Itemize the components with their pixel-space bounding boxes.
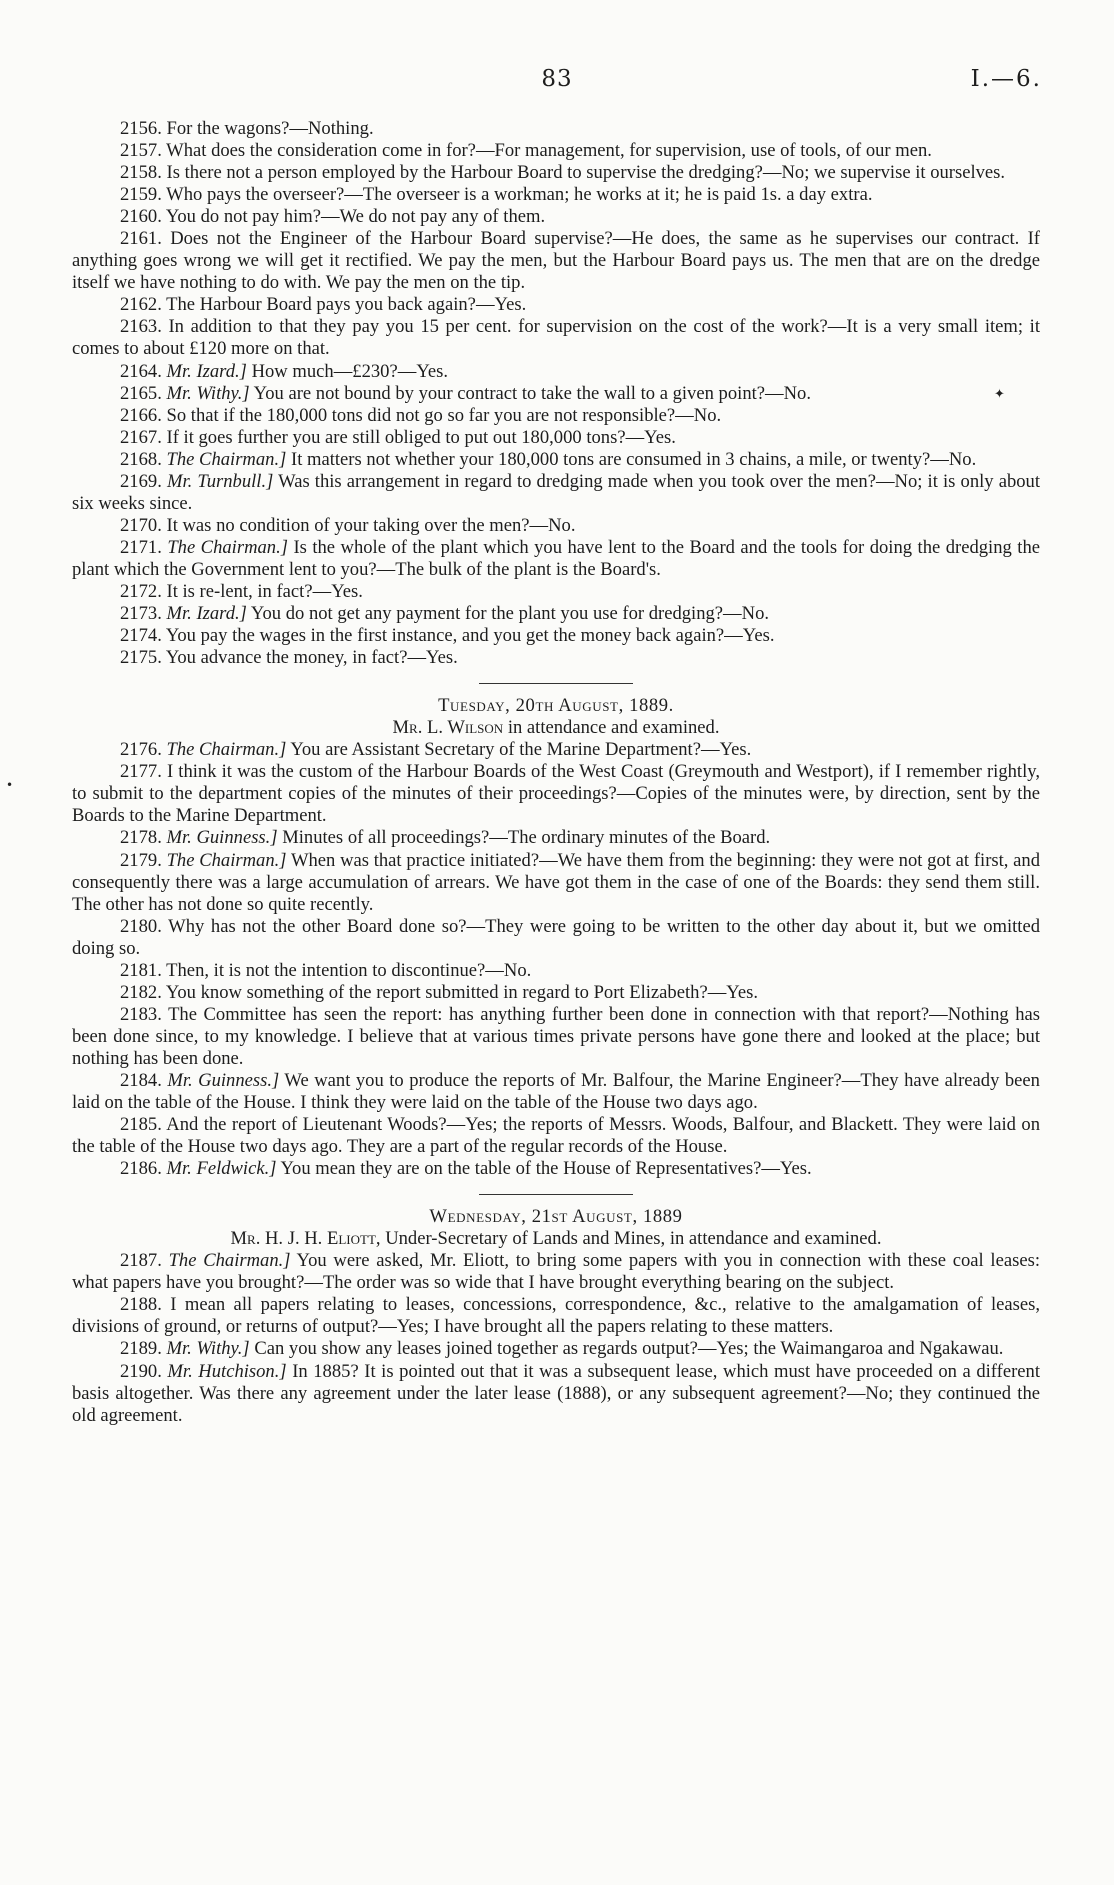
question-text: Then, it is not the intention to discontinue?—No. bbox=[166, 959, 532, 981]
question-text: You were asked, Mr. Eliott, to bring some papers with you in connection with these coal leases: what papers have you brought?—The order was so wide that I have brought everything bearing on the subject. bbox=[72, 1250, 1040, 1294]
witness-intro bbox=[72, 717, 1040, 739]
question-paragraph bbox=[72, 625, 1040, 647]
section-date: Wednesday, 21st August, 1889 bbox=[429, 1206, 683, 1228]
question-paragraph bbox=[72, 603, 1040, 625]
question-text: You do not get any payment for the plant you use for dredging?—No. bbox=[250, 603, 770, 625]
question-paragraph bbox=[72, 383, 1040, 405]
witness-intro-text: in attendance and examined. bbox=[507, 717, 720, 739]
question-number: 2190. bbox=[120, 1360, 162, 1382]
question-paragraph bbox=[72, 1070, 1040, 1114]
section-date: Tuesday, 20th August, 1889. bbox=[438, 695, 674, 717]
margin-mark: ✦ bbox=[994, 387, 1005, 402]
question-text: You pay the wages in the first instance, and you get the money back again?—Yes. bbox=[165, 625, 775, 647]
question-number: 2181. bbox=[120, 959, 162, 981]
question-paragraph bbox=[72, 1338, 1040, 1360]
question-text: It was no condition of your taking over the men?—No. bbox=[166, 514, 576, 536]
speaker: The Chairman.] bbox=[166, 448, 287, 470]
question-paragraph bbox=[72, 581, 1040, 603]
question-text: I think it was the custom of the Harbour Boards of the West Coast (Greymouth and Westport), if I remember rightly, to submit to the department copies of the minutes of their proceedings?—Copies of the minutes were, by direction, sent by the Boards to the Marine Department. bbox=[72, 761, 1040, 827]
question-paragraph bbox=[72, 1004, 1040, 1070]
question-text: It is re-lent, in fact?—Yes. bbox=[166, 580, 363, 602]
section-divider bbox=[479, 1194, 633, 1195]
speaker: Mr. Withy.] bbox=[166, 382, 250, 404]
question-number: 2189. bbox=[120, 1338, 162, 1360]
question-text: We want you to produce the reports of Mr. Balfour, the Marine Engineer?—They have already been laid on the table of the House. I think they were laid on the table of the House two days ago. bbox=[72, 1069, 1040, 1114]
question-paragraph bbox=[72, 184, 1040, 206]
question-paragraph bbox=[72, 316, 1040, 360]
question-paragraph bbox=[72, 1361, 1040, 1427]
question-number: 2174. bbox=[120, 625, 162, 647]
question-paragraph bbox=[72, 916, 1040, 960]
question-paragraph bbox=[72, 739, 1040, 761]
speaker: The Chairman.] bbox=[166, 849, 287, 871]
question-text: Does not the Engineer of the Harbour Board supervise?—He does, the same as he supervises our contract. If anything goes wrong we will get it rectified. We pay the men, but the Harbour Board pays us. The men that are on the dredge itself we have nothing to do with. We pay the men on the tip. bbox=[72, 228, 1040, 294]
speaker: The Chairman.] bbox=[167, 536, 288, 558]
question-number: 2161. bbox=[120, 228, 162, 250]
question-text: Minutes of all proceedings?—The ordinary minutes of the Board. bbox=[282, 827, 771, 849]
question-text: The Committee has seen the report: has anything further been done in connection with that report?—Nothing has been done since, to my knowledge. I believe that at various times private persons have gone there and looked at the place; but nothing has been done. bbox=[72, 1003, 1041, 1069]
question-number: 2187. bbox=[120, 1250, 162, 1272]
question-text: And the report of Lieutenant Woods?—Yes; the reports of Messrs. Woods, Balfour, and Blackett. They were laid on the table of the House two days ago. They are a part of the regular records of the House. bbox=[72, 1114, 1041, 1158]
speaker: The Chairman.] bbox=[166, 739, 287, 761]
question-number: 2185. bbox=[120, 1114, 162, 1136]
question-text: You mean they are on the table of the House of Representatives?—Yes. bbox=[280, 1158, 812, 1180]
section-divider bbox=[479, 683, 633, 684]
question-text: You are Assistant Secretary of the Marine Department?—Yes. bbox=[290, 739, 752, 761]
question-text: In addition to that they pay you 15 per cent. for supervision on the cost of the work?—It is a very small item; it comes to about £120 more on that. bbox=[72, 316, 1040, 360]
question-number: 2156. bbox=[120, 118, 162, 139]
question-number: 2164. bbox=[120, 360, 162, 382]
question-text: Can you show any leases joined together as regards output?—Yes; the Waimangaroa and Ngakawau. bbox=[254, 1338, 1004, 1360]
question-paragraph bbox=[72, 827, 1040, 849]
speaker: Mr. Withy.] bbox=[166, 1338, 250, 1360]
speaker: Mr. Izard.] bbox=[166, 603, 247, 625]
question-number: 2183. bbox=[120, 1003, 162, 1025]
question-text: I mean all papers relating to leases, concessions, correspondence, &c., relative to the amalgamation of leases, divisions of ground, or returns of output?—Yes; I have brought all the papers relating to these matters. bbox=[72, 1294, 1040, 1338]
question-paragraph bbox=[72, 228, 1040, 294]
question-text: The Harbour Board pays you back again?—Yes. bbox=[166, 294, 527, 316]
question-paragraph bbox=[72, 449, 1040, 471]
question-number: 2162. bbox=[120, 294, 162, 316]
question-number: 2182. bbox=[120, 981, 162, 1003]
question-number: 2176. bbox=[120, 739, 162, 761]
question-number: 2165. bbox=[120, 382, 162, 404]
question-number: 2158. bbox=[120, 162, 162, 184]
question-number: 2169. bbox=[120, 470, 162, 492]
question-number: 2167. bbox=[120, 426, 162, 448]
question-text: You do not pay him?—We do not pay any of them. bbox=[165, 206, 546, 228]
question-number: 2170. bbox=[120, 514, 162, 536]
question-text: It matters not whether your 180,000 tons are consumed in 3 chains, a mile, or twenty?—No. bbox=[291, 448, 977, 470]
question-paragraph bbox=[72, 206, 1040, 228]
question-paragraph bbox=[72, 427, 1040, 449]
question-text: Was this arrangement in regard to dredging made when you took over the men?—No; it is only about six weeks since. bbox=[72, 470, 1041, 514]
question-paragraph bbox=[72, 761, 1040, 827]
question-text: Why has not the other Board done so?—They were going to be written to the other day about it, but we omitted doing so. bbox=[72, 915, 1040, 959]
question-number: 2188. bbox=[120, 1294, 162, 1316]
question-paragraph bbox=[72, 1294, 1040, 1338]
speaker: The Chairman.] bbox=[168, 1250, 291, 1272]
question-number: 2160. bbox=[120, 206, 162, 228]
question-paragraph bbox=[72, 118, 1040, 140]
question-paragraph bbox=[72, 537, 1040, 581]
witness-intro-text: Under-Secretary of Lands and Mines, in attendance and examined. bbox=[385, 1228, 882, 1250]
question-paragraph bbox=[72, 294, 1040, 316]
speaker: Mr. Guinness.] bbox=[166, 827, 278, 849]
question-number: 2173. bbox=[120, 603, 162, 625]
question-paragraph bbox=[72, 1250, 1040, 1294]
question-number: 2166. bbox=[120, 404, 162, 426]
question-text: When was that practice initiated?—We have them from the beginning: they were not got at first, and consequently there was a large accumulation of arrears. We have got them in the case of one of the Boards: they send them still. The other has not done so quite recently. bbox=[72, 849, 1041, 915]
question-paragraph bbox=[72, 960, 1040, 982]
question-number: 2177. bbox=[120, 761, 162, 783]
question-number: 2171. bbox=[120, 536, 162, 558]
evidence-block-1 bbox=[72, 118, 1040, 669]
question-paragraph bbox=[72, 140, 1040, 162]
question-number: 2163. bbox=[120, 316, 162, 338]
question-paragraph bbox=[72, 471, 1040, 515]
question-number: 2168. bbox=[120, 448, 162, 470]
question-number: 2157. bbox=[120, 140, 162, 162]
evidence-block-3 bbox=[72, 1250, 1040, 1426]
question-text: So that if the 180,000 tons did not go so far you are not responsible?—No. bbox=[166, 404, 722, 426]
question-text: What does the consideration come in for?—For management, for supervision, use of tools, of our men. bbox=[166, 140, 932, 162]
page-number: 83 bbox=[541, 66, 573, 92]
question-text: How much—£230?—Yes. bbox=[251, 360, 449, 382]
question-text: For the wagons?—Nothing. bbox=[166, 118, 374, 139]
question-text: You know something of the report submitted in regard to Port Elizabeth?—Yes. bbox=[165, 981, 758, 1003]
question-number: 2172. bbox=[120, 580, 162, 602]
question-text: Is the whole of the plant which you have lent to the Board and the tools for doing the dredging the plant which the Government lent to you?—The bulk of the plant is the Board's. bbox=[72, 536, 1040, 580]
witness-name: Mr. H. J. H. Eliott, bbox=[230, 1228, 381, 1250]
speaker: Mr. Izard.] bbox=[166, 360, 247, 382]
document-reference: I.—6. bbox=[970, 66, 1042, 92]
question-text: Who pays the overseer?—The overseer is a workman; he works at it; he is paid 1s. a day extra. bbox=[166, 184, 873, 206]
evidence-block-2 bbox=[72, 739, 1040, 1180]
question-number: 2179. bbox=[120, 849, 162, 871]
speaker: Mr. Turnbull.] bbox=[166, 470, 274, 492]
question-paragraph bbox=[72, 1114, 1040, 1158]
page-body bbox=[72, 118, 1040, 1427]
question-paragraph bbox=[72, 850, 1040, 916]
question-text: Is there not a person employed by the Harbour Board to supervise the dredging?—No; we supervise it ourselves. bbox=[166, 162, 1006, 184]
question-paragraph bbox=[72, 405, 1040, 427]
question-text: In 1885? It is pointed out that it was a subsequent lease, which must have proceeded on a different basis altogether. Was there any agreement under the later lease (1888), or any subsequent agreement?—No; they continued the old agreement. bbox=[72, 1360, 1041, 1426]
question-number: 2159. bbox=[120, 184, 162, 206]
question-paragraph bbox=[72, 162, 1040, 184]
question-number: 2186. bbox=[120, 1158, 162, 1180]
speaker: Mr. Hutchison.] bbox=[167, 1360, 287, 1382]
question-paragraph bbox=[72, 1158, 1040, 1180]
question-paragraph bbox=[72, 647, 1040, 669]
question-number: 2180. bbox=[120, 915, 162, 937]
question-paragraph bbox=[72, 982, 1040, 1004]
speaker: Mr. Feldwick.] bbox=[166, 1158, 277, 1180]
question-number: 2175. bbox=[120, 647, 162, 669]
margin-dot: • bbox=[6, 778, 14, 792]
question-paragraph bbox=[72, 361, 1040, 383]
speaker: Mr. Guinness.] bbox=[167, 1069, 280, 1091]
witness-name: Mr. L. Wilson bbox=[392, 717, 504, 739]
question-paragraph bbox=[72, 515, 1040, 537]
question-text: You are not bound by your contract to take the wall to a given point?—No. bbox=[253, 382, 811, 404]
question-number: 2184. bbox=[120, 1069, 162, 1091]
question-number: 2178. bbox=[120, 827, 162, 849]
question-text: You advance the money, in fact?—Yes. bbox=[165, 647, 458, 669]
witness-intro bbox=[72, 1228, 1040, 1250]
question-text: If it goes further you are still obliged to put out 180,000 tons?—Yes. bbox=[166, 426, 676, 448]
